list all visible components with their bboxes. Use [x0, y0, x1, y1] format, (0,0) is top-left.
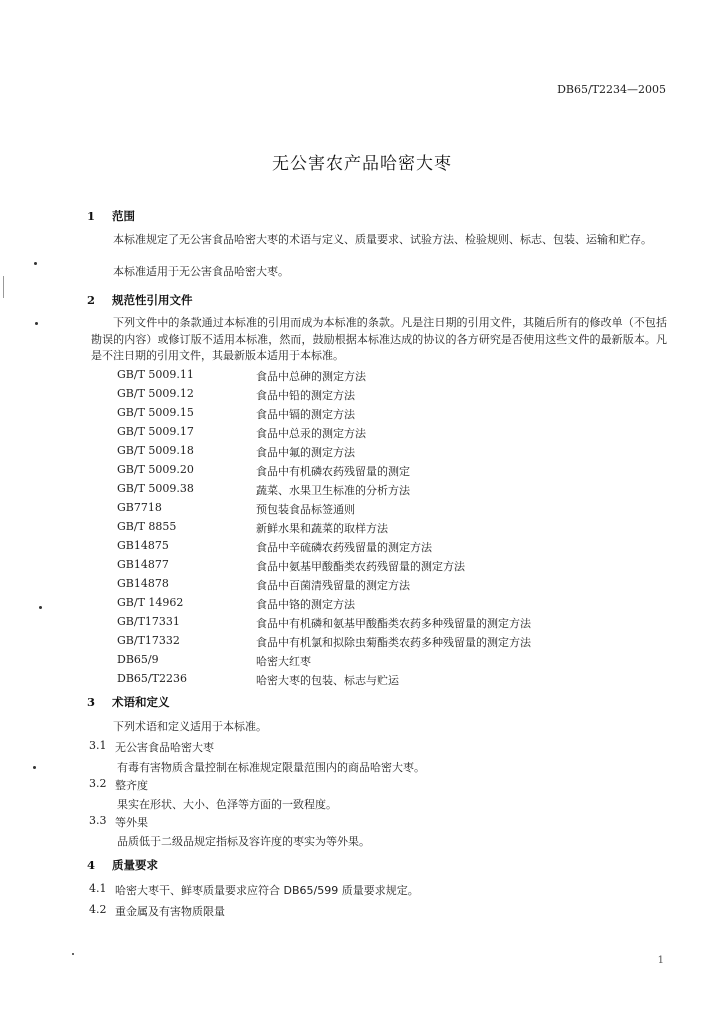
clause-number: 4.2	[89, 903, 107, 916]
clause-number: 4.1	[89, 882, 107, 895]
definition-number: 3.1	[89, 739, 107, 752]
reference-code: GB/T 5009.11	[117, 368, 194, 381]
definition-term: 无公害食品哈密大枣	[115, 741, 214, 754]
section-number: 4	[87, 858, 96, 872]
section-title: 质量要求	[112, 858, 158, 872]
reference-code: GB/T 5009.20	[117, 463, 194, 476]
reference-code: GB/T 5009.38	[117, 482, 194, 495]
reference-title: 食品中总汞的测定方法	[256, 427, 366, 440]
reference-code: GB/T 5009.15	[117, 406, 194, 419]
reference-code: GB/T17332	[117, 634, 180, 647]
reference-title: 哈密大红枣	[256, 655, 311, 668]
section-number: 2	[87, 293, 96, 307]
reference-title: 哈密大枣的包装、标志与贮运	[256, 674, 399, 687]
reference-title: 食品中总砷的测定方法	[256, 370, 366, 383]
definition-term: 等外果	[115, 816, 148, 829]
reference-title: 食品中有机氯和拟除虫菊酯类农药多种残留量的测定方法	[256, 636, 531, 649]
reference-code: GB7718	[117, 501, 162, 514]
reference-title: 预包装食品标签通则	[256, 503, 355, 516]
document-code: DB65/T2234—2005	[557, 83, 666, 96]
reference-title: 新鲜水果和蔬菜的取样方法	[256, 522, 388, 535]
definition-text: 品质低于二级品规定指标及容许度的枣实为等外果。	[117, 835, 370, 848]
section-3-intro: 下列术语和定义适用于本标准。	[113, 720, 267, 733]
reference-title: 食品中有机磷农药残留量的测定	[256, 465, 410, 478]
section-2-heading	[87, 292, 193, 308]
section-3-heading	[87, 694, 170, 710]
reference-title: 食品中镉的测定方法	[256, 408, 355, 421]
reference-title: 食品中铬的测定方法	[256, 598, 355, 611]
reference-code: GB14878	[117, 577, 169, 590]
reference-title: 食品中百菌清残留量的测定方法	[256, 579, 410, 592]
reference-title: 食品中辛硫磷农药残留量的测定方法	[256, 541, 432, 554]
clause-text: 重金属及有害物质限量	[115, 905, 225, 918]
definition-text: 果实在形状、大小、色泽等方面的一致程度。	[117, 798, 337, 811]
section-4-heading	[87, 857, 158, 873]
definition-number: 3.3	[89, 814, 107, 827]
reference-code: GB/T17331	[117, 615, 180, 628]
section-number: 3	[87, 695, 96, 709]
definition-term: 整齐度	[115, 779, 148, 792]
reference-title: 蔬菜、水果卫生标准的分析方法	[256, 484, 410, 497]
section-number: 1	[87, 209, 96, 223]
scan-edge-mark	[3, 276, 4, 298]
reference-code: GB14877	[117, 558, 169, 571]
section-title: 术语和定义	[112, 695, 170, 709]
scan-speck	[34, 262, 37, 265]
page-number: 1	[657, 955, 664, 966]
section-title: 规范性引用文件	[112, 293, 193, 307]
reference-code: GB/T 5009.17	[117, 425, 194, 438]
definition-number: 3.2	[89, 777, 107, 790]
reference-title: 食品中有机磷和氨基甲酸酯类农药多种残留量的测定方法	[256, 617, 531, 630]
scan-speck	[35, 322, 38, 325]
reference-code: DB65/9	[117, 653, 159, 666]
reference-code: GB/T 5009.18	[117, 444, 194, 457]
reference-code: DB65/T2236	[117, 672, 187, 685]
definition-text: 有毒有害物质含量控制在标准规定限量范围内的商品哈密大枣。	[117, 761, 425, 774]
reference-title: 食品中铅的测定方法	[256, 389, 355, 402]
scan-speck	[33, 766, 36, 769]
reference-title: 食品中氟的测定方法	[256, 446, 355, 459]
clause-text: 哈密大枣干、鲜枣质量要求应符合 DB65/599 质量要求规定。	[115, 884, 419, 897]
reference-code: GB/T 5009.12	[117, 387, 194, 400]
section-1-paragraph-2: 本标准适用于无公害食品哈密大枣。	[113, 265, 289, 278]
reference-title: 食品中氨基甲酸酯类农药残留量的测定方法	[256, 560, 465, 573]
section-1-heading	[87, 208, 135, 224]
section-2-paragraph-1: 下列文件中的条款通过本标准的引用而成为本标准的条款。凡是注日期的引用文件，其随后所有的修改单（不包括勘误的内容）或修订版不适用本标准，然而，鼓励根据本标准达成的协议的各方研究是否使用这些文件的最新版本。凡是不注日期的引用文件，其最新版本适用于本标准。	[91, 316, 667, 362]
scan-speck	[39, 606, 42, 609]
section-title: 范围	[112, 209, 135, 223]
reference-code: GB/T 14962	[117, 596, 184, 609]
section-1-paragraph-1: 本标准规定了无公害食品哈密大枣的术语与定义、质量要求、试验方法、检验规则、标志、包装、运输和贮存。	[113, 233, 652, 246]
reference-code: GB/T 8855	[117, 520, 177, 533]
reference-code: GB14875	[117, 539, 169, 552]
document-title: 无公害农产品哈密大枣	[272, 154, 452, 174]
scan-speck	[72, 953, 74, 955]
